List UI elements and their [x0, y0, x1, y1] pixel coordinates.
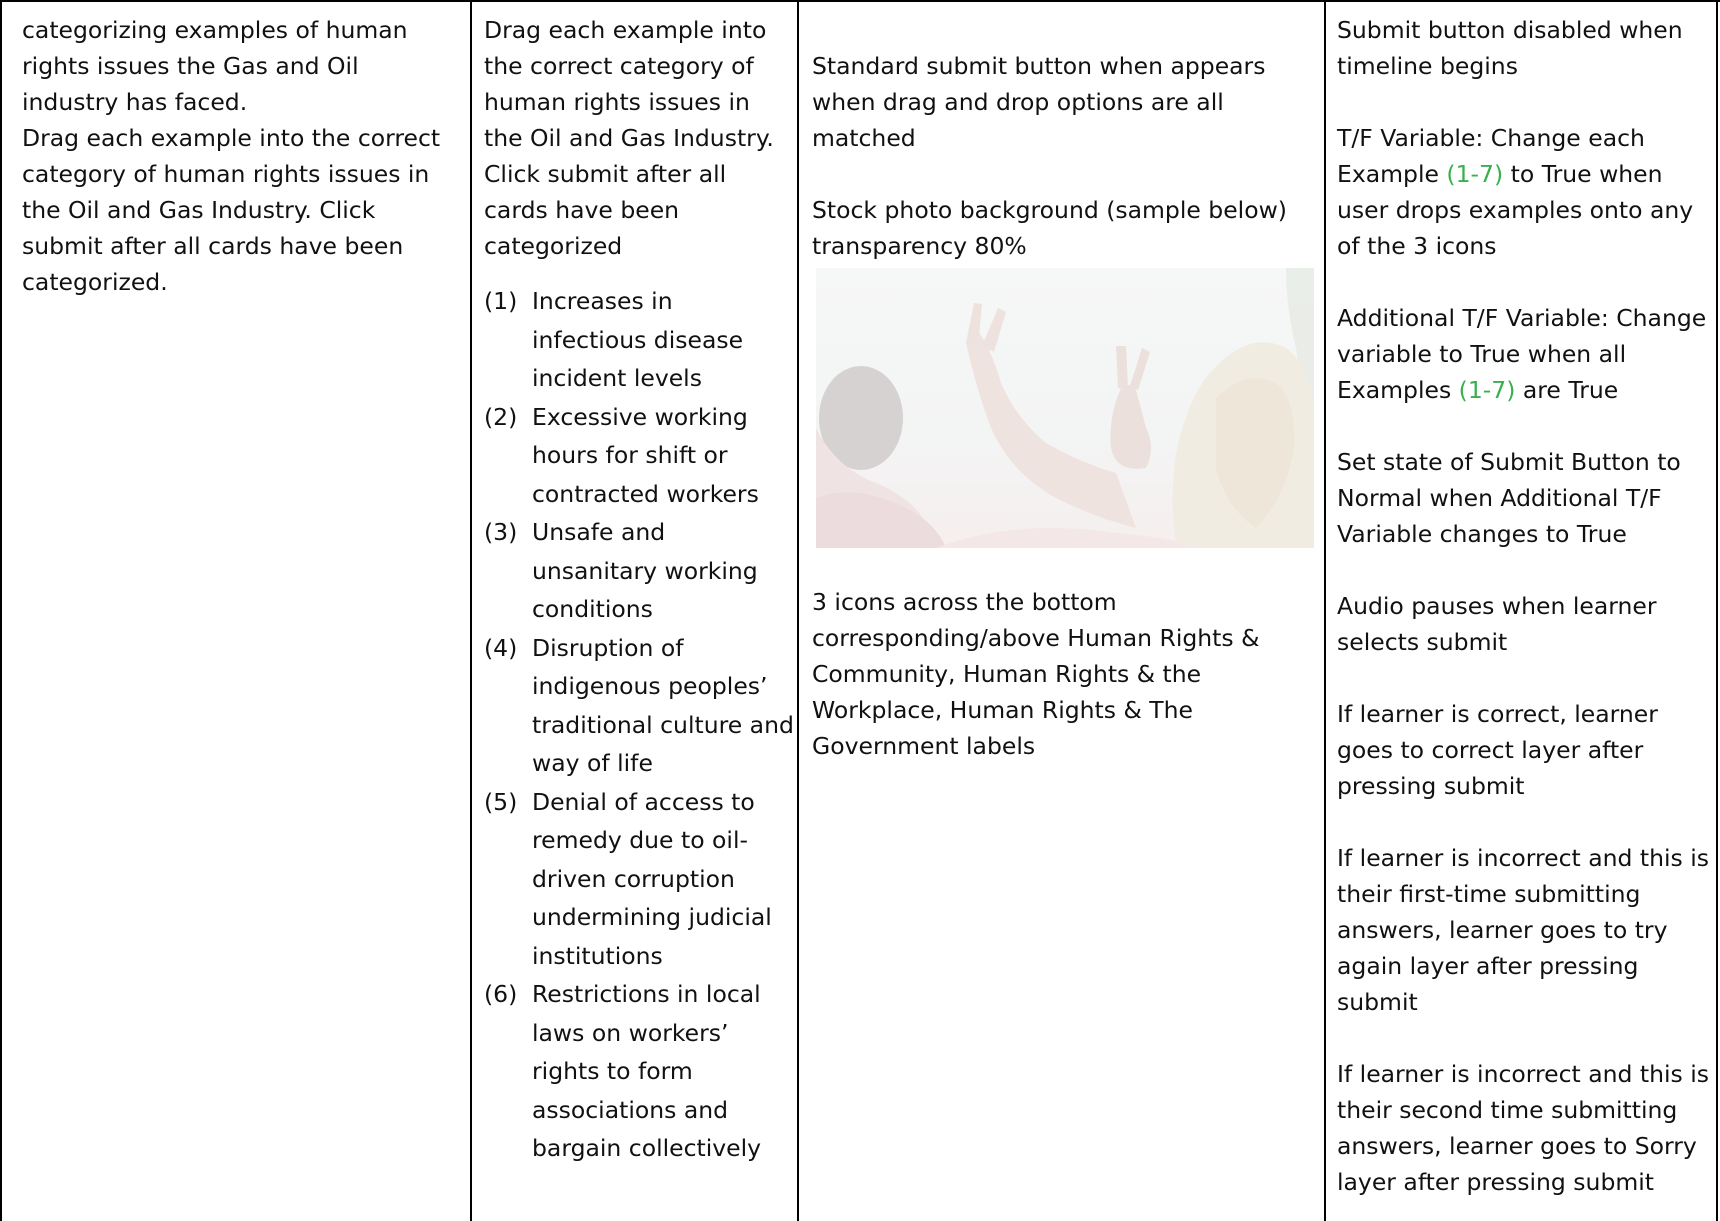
example-text: Unsafe and unsanitary working conditions — [532, 518, 758, 623]
example-number: (1) — [484, 287, 518, 315]
note-tf-variable — [1337, 120, 1717, 264]
list-item — [484, 629, 794, 783]
icons-note: 3 icons across the bottom corresponding/above Human Rights & Community, Human Rights & the Workplace, Human Rights & The Government labels — [812, 588, 1260, 760]
list-item — [484, 513, 794, 629]
note-incorrect-second: If learner is incorrect and this is their second time submitting answers, learner goes to Sorry layer after pressing submit — [1337, 1060, 1710, 1196]
note-submit-disabled: Submit button disabled when timeline begins — [1337, 16, 1683, 80]
column-divider-3 — [1324, 2, 1326, 1221]
example-text: Denial of access to remedy due to oil-driven corruption undermining judicial institutions — [532, 787, 772, 970]
note-incorrect-first: If learner is incorrect and this is their first-time submitting answers, learner goes to try again layer after pressing submit — [1337, 844, 1710, 1016]
stock-photo-sample — [816, 268, 1314, 548]
example-number: (2) — [484, 402, 518, 431]
example-number: (4) — [484, 633, 518, 662]
note-audio-pause: Audio pauses when learner selects submit — [1337, 592, 1657, 656]
note-text: are True — [1515, 376, 1619, 404]
note-additional-variable — [1337, 300, 1717, 408]
example-number: (6) — [484, 980, 518, 1008]
programming-notes-column — [1337, 12, 1717, 1221]
note-correct: If learner is correct, learner goes to correct layer after pressing submit — [1337, 700, 1658, 800]
peace-sign-photo-illustration — [816, 268, 1314, 548]
column-divider-1 — [470, 2, 472, 1221]
example-text: Restrictions in local laws on workers’ rights to form associations and bargain collectively — [532, 980, 762, 1162]
table-border-left — [0, 2, 2, 1221]
column-divider-2 — [797, 2, 799, 1221]
description-line-1: categorizing examples of human rights issues the Gas and Oil industry has faced. — [22, 16, 408, 116]
list-item — [484, 783, 794, 976]
list-item — [484, 975, 794, 1168]
example-range-highlight: (1-7) — [1458, 376, 1516, 404]
list-item — [484, 398, 794, 514]
note-text: T/F Variable: Change each Example — [1337, 124, 1645, 188]
note-text: Additional T/F Variable: Change variable to True when all Examples — [1337, 304, 1707, 404]
note-text: to True when user drops examples onto any of the 3 icons — [1337, 160, 1694, 260]
description-line-2: Drag each example into the correct category of human rights issues in the Oil and Gas Industry. Click submit after all cards have been categorized. — [22, 124, 441, 296]
onscreen-text-column — [484, 12, 794, 1221]
example-range-highlight: (1-7) — [1446, 160, 1504, 188]
submit-button-note: Standard submit button when appears when drag and drop options are all matched — [812, 52, 1266, 152]
example-number: (5) — [484, 787, 518, 816]
note-submit-state: Set state of Submit Button to Normal when Additional T/F Variable changes to True — [1337, 448, 1681, 548]
description-column — [22, 12, 462, 1221]
visuals-column — [812, 48, 1322, 1221]
examples-list — [484, 282, 794, 1168]
example-number: (3) — [484, 518, 518, 546]
instructions-text: Drag each example into the correct category of human rights issues in the Oil and Gas Industry. Click submit after all cards have been categorized — [484, 16, 774, 260]
example-text: Increases in infectious disease incident levels — [532, 287, 744, 392]
example-text: Disruption of indigenous peoples’ traditional culture and way of life — [532, 633, 794, 777]
example-text: Excessive working hours for shift or contracted workers — [532, 402, 759, 508]
list-item — [484, 282, 794, 398]
background-note: Stock photo background (sample below) transparency 80% — [812, 196, 1287, 260]
